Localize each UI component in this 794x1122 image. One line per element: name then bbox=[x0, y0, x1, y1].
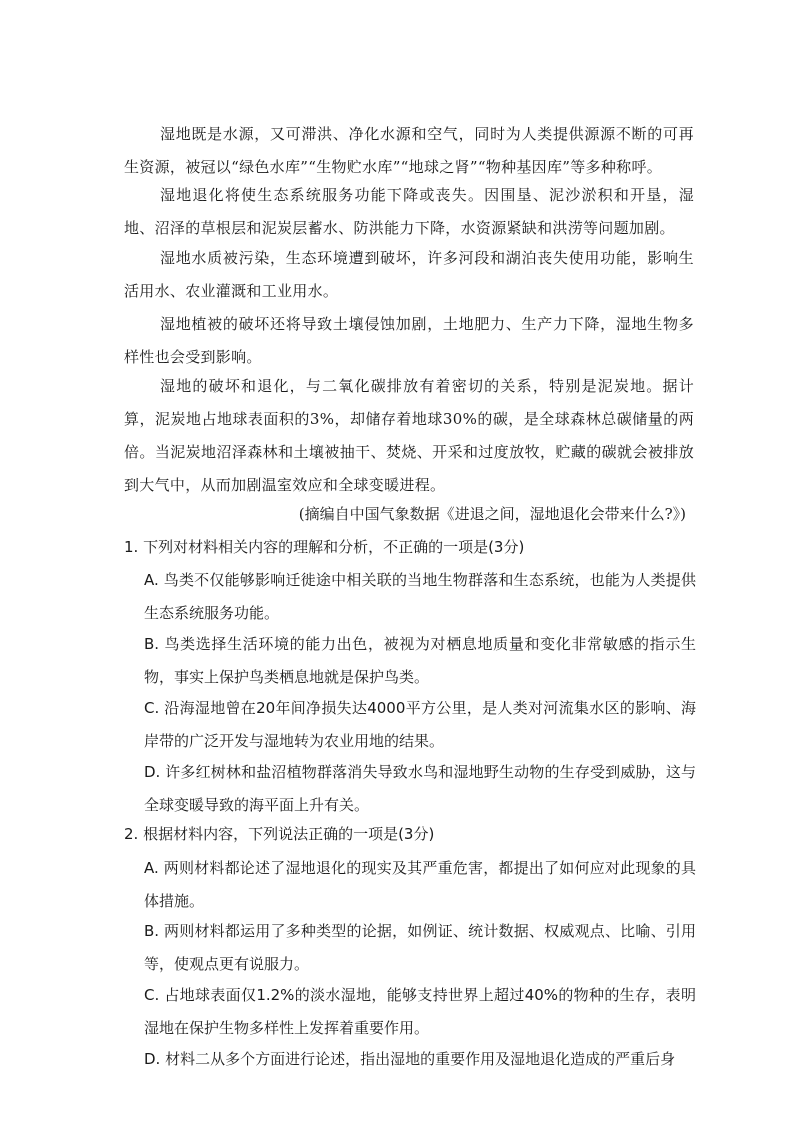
question-1-stem: 1. 下列对材料相关内容的理解和分析，不正确的一项是(3分) bbox=[124, 538, 525, 556]
question-1-option-b: B. 鸟类选择生活环境的能力出色，被视为对栖息地质量和变化非常敏感的指示生物，事实上保护鸟类栖息地就是保护鸟类。 bbox=[144, 635, 696, 686]
question-2-option-c: C. 占地球表面仅1.2%的淡水湿地，能够支持世界上超过40%的物种的生存，表明湿地在保护生物多样性上发挥着重要作用。 bbox=[144, 986, 696, 1037]
paragraph-wetland-roles: 湿地既是水源，又可滞洪、净化水源和空气，同时为人类提供源源不断的可再生资源，被冠以“绿色水库”“生物贮水库”“地球之肾”“物种基因库”等多种称呼。 bbox=[124, 125, 694, 176]
question-1-option-a: A. 鸟类不仅能够影响迁徙途中相关联的当地生物群落和生态系统，也能为人类提供生态系统服务功能。 bbox=[144, 571, 696, 622]
paragraph-water-pollution: 湿地水质被污染，生态环境遭到破坏，许多河段和湖泊丧失使用功能，影响生活用水、农业灌溉和工业用水。 bbox=[124, 249, 694, 300]
paragraph-vegetation-damage: 湿地植被的破坏还将导致土壤侵蚀加剧，土地肥力、生产力下降，湿地生物多样性也会受到影响。 bbox=[124, 315, 694, 366]
question-2-stem: 2. 根据材料内容，下列说法正确的一项是(3分) bbox=[124, 825, 435, 843]
question-2-option-b: B. 两则材料都运用了多种类型的论据，如例证、统计数据、权威观点、比喻、引用等，使观点更有说服力。 bbox=[144, 922, 696, 973]
question-1-option-c: C. 沿海湿地曾在20年间净损失达4000平方公里，是人类对河流集水区的影响、海岸带的广泛开发与湿地转为农业用地的结果。 bbox=[144, 699, 696, 750]
paragraph-carbon-emission: 湿地的破坏和退化，与二氧化碳排放有着密切的关系，特别是泥炭地。据计算，泥炭地占地球表面积的3%，却储存着地球30%的碳，是全球森林总碳储量的两倍。当泥炭地沼泽森林和土壤被抽干、焚烧、开采和过度放牧，贮藏的碳就会被排放到大气中，从而加剧温室效应和全球变暖进程。 bbox=[124, 377, 694, 494]
question-2-option-a: A. 两则材料都论述了湿地退化的现实及其严重危害，都提出了如何应对此现象的具体措施。 bbox=[144, 859, 696, 910]
question-2-option-d: D. 材料二从多个方面进行论述，指出湿地的重要作用及湿地退化造成的严重后身 bbox=[144, 1050, 676, 1068]
paragraph-service-decline: 湿地退化将使生态系统服务功能下降或丧失。因围垦、泥沙淤积和开垦，湿地、沼泽的草根层和泥炭层蓄水、防洪能力下降，水资源紧缺和洪涝等问题加剧。 bbox=[124, 186, 694, 237]
source-citation: (摘编自中国气象数据《进退之间，湿地退化会带来什么?》) bbox=[298, 505, 686, 523]
question-1-option-d: D. 许多红树林和盐沼植物群落消失导致水鸟和湿地野生动物的生存受到威胁，这与全球变暖导致的海平面上升有关。 bbox=[144, 763, 696, 814]
